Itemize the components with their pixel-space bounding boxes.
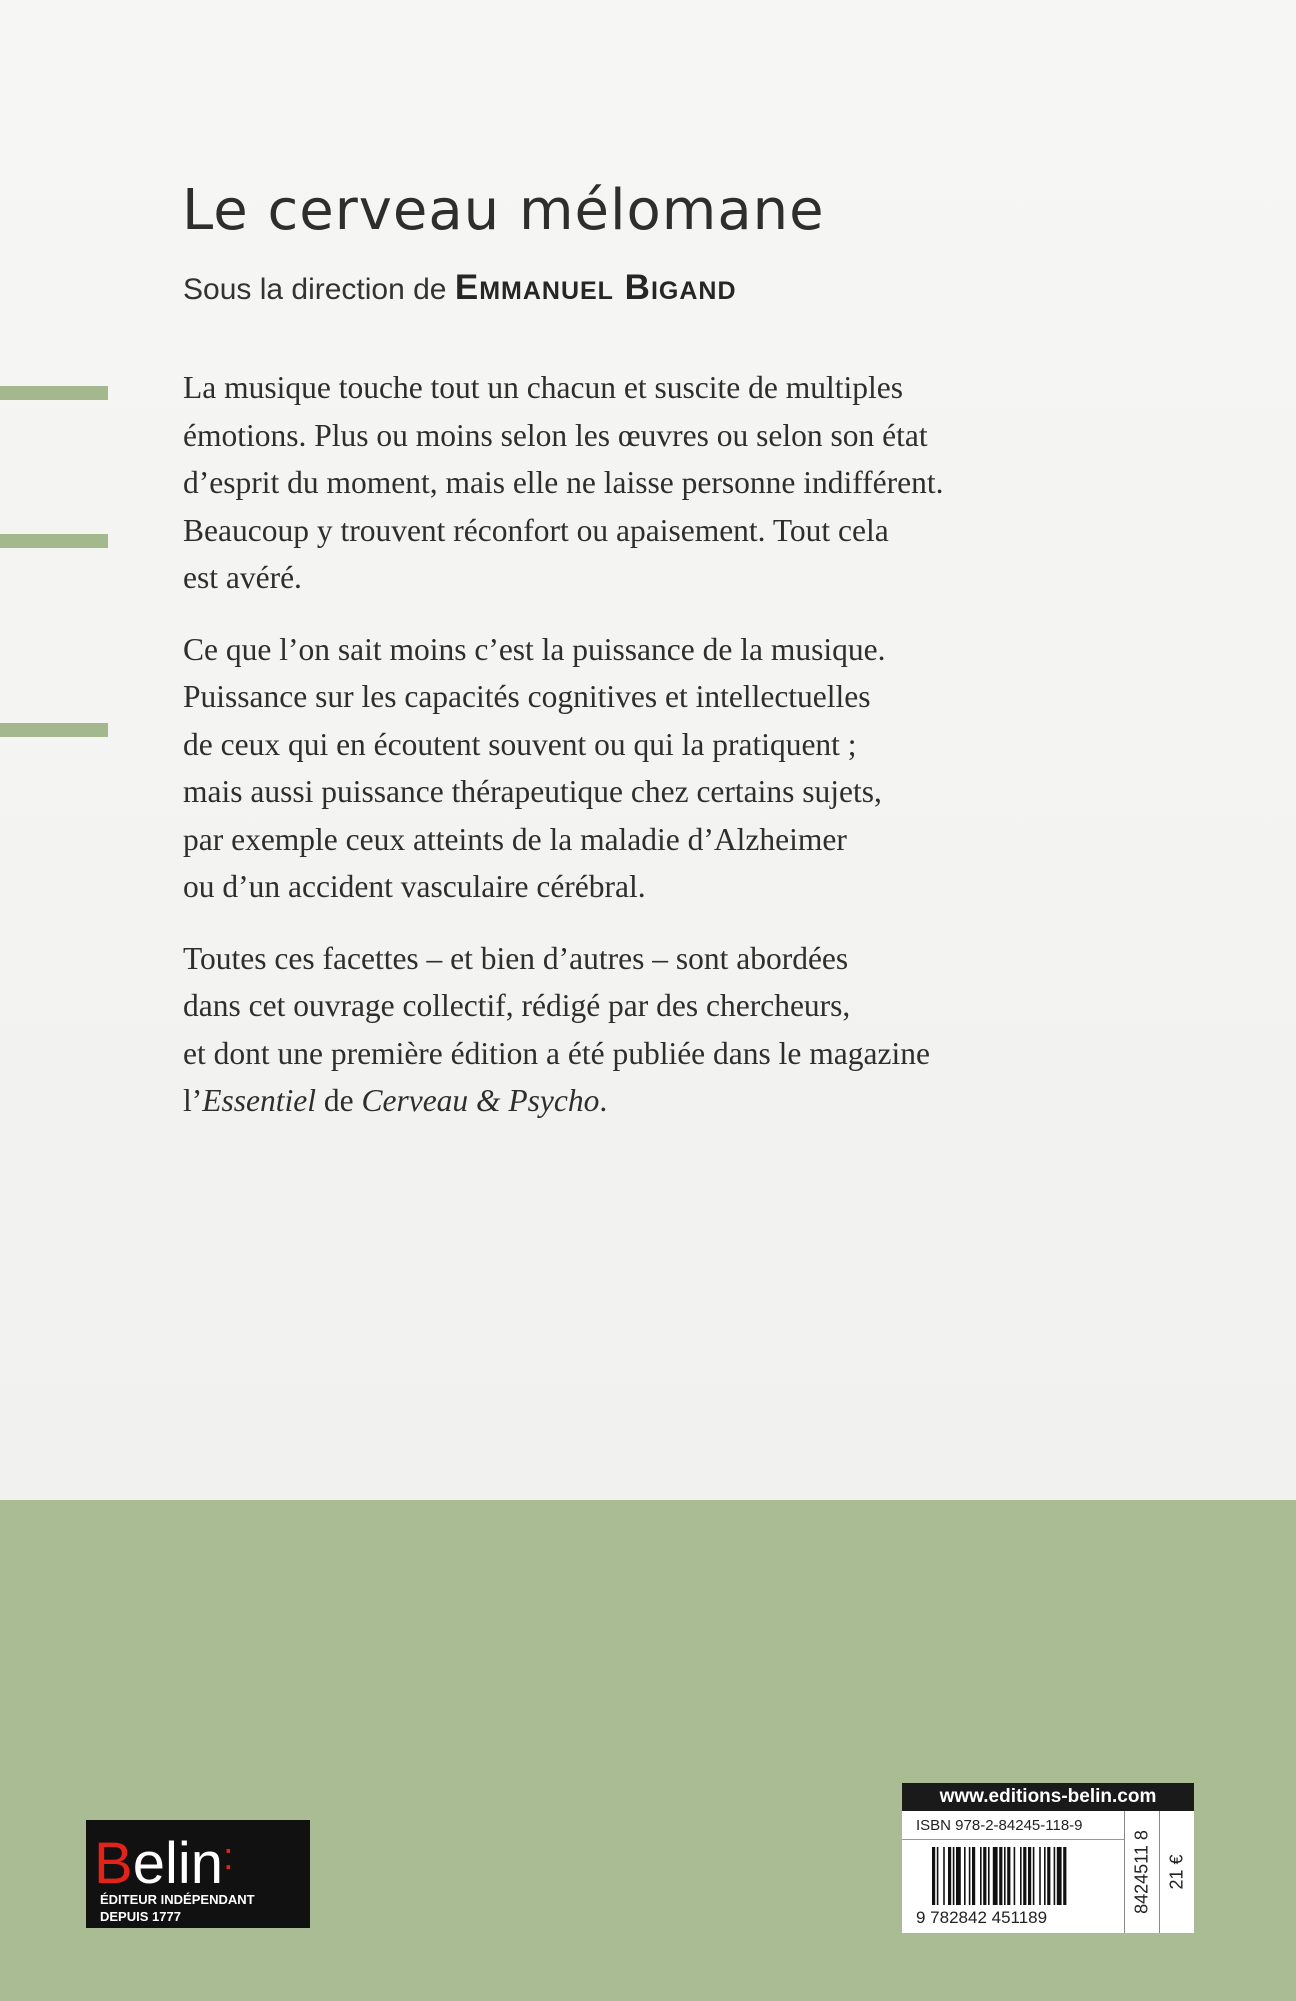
blurb (183, 364, 1123, 1149)
text-fragment: l’ (183, 1083, 203, 1118)
price-text: 21 € (1166, 1854, 1187, 1890)
barcode-stripe (1063, 1847, 1066, 1905)
logo-colon: : (222, 1836, 234, 1878)
blurb-line: émotions. Plus ou moins selon les œuvres ou selon son état (183, 417, 928, 453)
blurb-line: d’esprit du moment, mais elle ne laisse personne indifférent. (183, 465, 944, 500)
barcode-graphic (932, 1847, 1112, 1907)
barcode-panel (902, 1783, 1194, 1933)
barcode-stripe (1039, 1847, 1041, 1905)
barcode-stripe (932, 1847, 935, 1905)
publisher-wordmark (94, 1824, 234, 1897)
blurb-line: Ce que l’on sait moins c’est la puissance de la musique. (183, 631, 886, 667)
blurb-line: ou d’un accident vasculaire cérébral. (183, 869, 646, 904)
magazine-title: Essentiel (202, 1083, 316, 1118)
price (1160, 1811, 1194, 1933)
blurb-line: et dont une première édition a été publiée dans le magazine (183, 1035, 930, 1071)
barcode-stripe (999, 1847, 1002, 1905)
barcode-stripe (943, 1847, 945, 1905)
blurb-line: Beaucoup y trouvent réconfort ou apaisement. Tout cela (183, 512, 889, 548)
publisher-logo (86, 1820, 310, 1928)
blurb-line: La musique touche tout un chacun et suscite de multiples (183, 370, 903, 405)
barcode-stripe (1047, 1847, 1050, 1905)
internal-code (1125, 1811, 1159, 1933)
barcode-stripe (980, 1847, 982, 1905)
decorative-bar (0, 534, 108, 548)
divider (902, 1839, 1124, 1840)
blurb-line: Toutes ces facettes – et bien d’autres – sont abordées (183, 940, 849, 976)
barcode-stripe (948, 1847, 951, 1905)
text-fragment: . (599, 1083, 608, 1118)
blurb-line: par exemple ceux atteints de la maladie d’Alzheimer (183, 821, 847, 857)
blurb-line: Puissance sur les capacités cognitives et intellectuelles (183, 679, 871, 714)
text-fragment: de (315, 1083, 362, 1118)
barcode-stripe (1044, 1847, 1046, 1905)
isbn-label: ISBN 978-2-84245-118-9 (916, 1817, 1083, 1834)
barcode-stripe (1023, 1847, 1026, 1905)
barcode-digits: 9 782842 451189 (916, 1908, 1048, 1927)
publisher-url: www.editions-belin.com (902, 1783, 1194, 1811)
barcode-stripe (1014, 1847, 1016, 1905)
barcode-stripe (1054, 1847, 1056, 1905)
barcode-stripe (1028, 1847, 1031, 1905)
barcode-stripe (988, 1847, 990, 1905)
editor-name: Emmanuel Bigand (454, 268, 737, 307)
decorative-bar (0, 386, 108, 400)
blurb-paragraph (183, 626, 1123, 911)
publisher-tagline: ÉDITEUR INDÉPENDANT (100, 1892, 255, 1907)
barcode-stripe (1004, 1847, 1006, 1905)
blurb-line: est avéré. (183, 560, 302, 595)
blurb-line: dans cet ouvrage collectif, rédigé par des chercheurs, (183, 988, 851, 1023)
barcode-stripe (1020, 1847, 1022, 1905)
blurb-paragraph (183, 364, 1123, 602)
barcode-stripe (1007, 1847, 1010, 1905)
barcode-stripe (983, 1847, 986, 1905)
internal-code-text: 8424511 8 (1131, 1830, 1152, 1914)
editor-prefix: Sous la direction de (183, 273, 455, 306)
publisher-tagline: DEPUIS 1777 (100, 1909, 181, 1924)
barcode-stripe (993, 1847, 998, 1905)
book-title: Le cerveau mélomane (182, 178, 825, 243)
barcode-stripe (964, 1847, 966, 1905)
barcode-stripe (937, 1847, 939, 1905)
blurb-line: mais aussi puissance thérapeutique chez certains sujets, (183, 774, 882, 809)
logo-letters: elin (132, 1831, 223, 1896)
barcode-stripe (972, 1847, 975, 1905)
logo-letter-b: B (94, 1831, 133, 1896)
barcode-stripe (956, 1847, 961, 1905)
blurb-paragraph (183, 935, 1123, 1125)
barcode-stripe (1057, 1847, 1062, 1905)
blurb-line (183, 1077, 1123, 1125)
editor-line (183, 268, 737, 308)
decorative-bar (0, 723, 108, 737)
blurb-line: de ceux qui en écoutent souvent ou qui la pratiquent ; (183, 726, 857, 762)
barcode-stripe (953, 1847, 955, 1905)
barcode-stripe (969, 1847, 971, 1905)
barcode-stripe (1033, 1847, 1035, 1905)
magazine-name: Cerveau & Psycho (361, 1083, 600, 1118)
